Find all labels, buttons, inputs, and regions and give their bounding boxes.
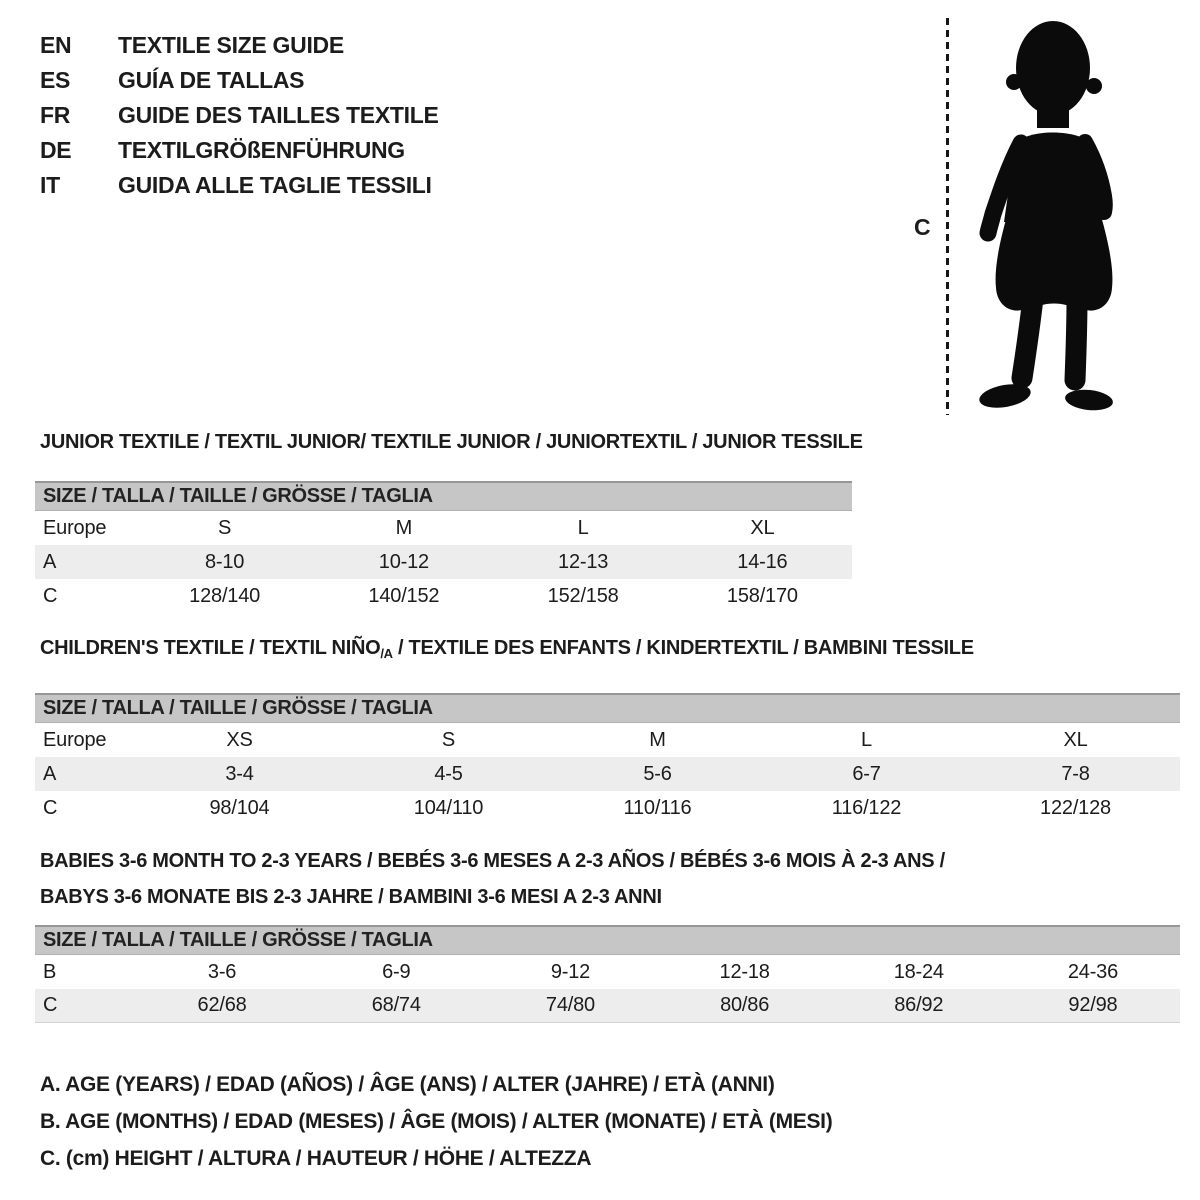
table-cell: 158/170 (726, 584, 798, 607)
table-cell: 104/110 (413, 796, 484, 819)
lang-label: TEXTILE SIZE GUIDE (118, 32, 344, 58)
table-cell: 6-9 (382, 960, 411, 983)
table-cell: L (861, 728, 872, 751)
measurement-legend (40, 1066, 832, 1177)
legend-age-months: B. AGE (MONTHS) / EDAD (MESES) / ÂGE (MOIS) / ALTER (MONATE) / ETÀ (MESI) (40, 1110, 833, 1133)
table-cell: 8-10 (205, 550, 245, 573)
baby-silhouette-svg (963, 16, 1133, 416)
table-cell: 4-5 (434, 762, 463, 785)
table-cell: 7-8 (1061, 762, 1090, 785)
table-cell: 110/116 (623, 796, 692, 819)
babies-section-title (40, 843, 1180, 915)
table-cell: S (218, 516, 232, 539)
lang-label: GUÍA DE TALLAS (118, 67, 305, 93)
lang-code: IT (40, 172, 60, 198)
table-cell: XL (750, 516, 775, 539)
legend-height-cm: C. (cm) HEIGHT / ALTURA / HAUTEUR / HÖHE / ALTEZZA (40, 1147, 592, 1170)
baby-silhouette-image (963, 16, 1133, 416)
legend-age-years: A. AGE (YEARS) / EDAD (AÑOS) / ÂGE (ANS) / ALTER (JAHRE) / ETÀ (ANNI) (40, 1073, 775, 1096)
row-label: A (43, 550, 57, 573)
table-row (35, 989, 1180, 1023)
junior-size-header-bar: SIZE / TALLA / TAILLE / GRÖSSE / TAGLIA (35, 481, 852, 511)
table-cell: 92/98 (1068, 994, 1118, 1016)
table-cell: M (395, 516, 413, 539)
row-label: Europe (43, 728, 107, 751)
table-cell: 62/68 (197, 994, 247, 1016)
lang-code: FR (40, 102, 71, 128)
table-cell: 9-12 (550, 960, 591, 983)
baby-shorts (996, 216, 1113, 311)
children-title-sub: /A (380, 646, 393, 661)
children-title-post: / TEXTILE DES ENFANTS / KINDERTEXTIL / BAMBINI TESSILE (392, 637, 974, 659)
table-cell: XL (1063, 728, 1088, 751)
children-title-pre: CHILDREN'S TEXTILE / TEXTIL NIÑO (40, 637, 381, 659)
language-title-list (40, 28, 439, 203)
table-cell: 140/152 (368, 584, 440, 607)
table-cell: M (649, 728, 666, 751)
table-cell: 14-16 (737, 550, 788, 573)
children-section-title (40, 636, 1180, 666)
table-cell: 5-6 (643, 762, 672, 785)
lang-row-es (40, 63, 439, 98)
row-label: C (43, 584, 58, 607)
lang-label: GUIDA ALLE TAGLIE TESSILI (118, 172, 432, 198)
baby-head (1016, 21, 1090, 115)
table-row (35, 723, 1180, 757)
table-cell: XS (226, 728, 253, 751)
lang-code: ES (40, 67, 71, 93)
lang-row-fr (40, 98, 439, 133)
junior-section-title: JUNIOR TEXTILE / TEXTIL JUNIOR/ TEXTILE JUNIOR / JUNIORTEXTIL / JUNIOR TESSILE (40, 431, 863, 453)
lang-row-it (40, 168, 439, 203)
baby-left-leg (1022, 298, 1033, 378)
children-size-header-bar: SIZE / TALLA / TAILLE / GRÖSSE / TAGLIA (35, 693, 1180, 723)
table-cell: 68/74 (371, 994, 421, 1016)
table-cell: 18-24 (893, 960, 944, 983)
table-row (35, 955, 1180, 989)
lang-label: TEXTILGRÖßENFÜHRUNG (118, 137, 405, 163)
table-cell: 12-13 (558, 550, 609, 573)
table-row (35, 579, 852, 613)
table-cell: 80/86 (720, 994, 770, 1016)
table-row (35, 791, 1180, 825)
row-label: C (43, 796, 58, 819)
table-row (35, 757, 1180, 791)
lang-label: GUIDE DES TAILLES TEXTILE (118, 102, 439, 128)
row-label: B (43, 960, 57, 983)
table-cell: 86/92 (894, 994, 944, 1016)
table-row (35, 545, 852, 579)
table-cell: 24-36 (1067, 960, 1119, 983)
row-label: Europe (43, 516, 107, 539)
lang-code: EN (40, 32, 72, 58)
table-cell: S (441, 728, 456, 751)
lang-row-de (40, 133, 439, 168)
babies-title-line1: BABIES 3-6 MONTH TO 2-3 YEARS / BEBÉS 3-6 MESES A 2-3 AÑOS / BÉBÉS 3-6 MOIS À 2-3 ANS / (40, 850, 945, 872)
section-babies-textile (35, 843, 1180, 1023)
row-label: A (43, 762, 57, 785)
table-cell: 10-12 (378, 550, 429, 573)
section-childrens-textile (35, 636, 1180, 825)
babies-size-header-bar: SIZE / TALLA / TAILLE / GRÖSSE / TAGLIA (35, 925, 1180, 955)
table-cell: 3-4 (225, 762, 254, 785)
lang-code: DE (40, 137, 72, 163)
babies-title-line2: BABYS 3-6 MONATE BIS 2-3 JAHRE / BAMBINI 3-6 MESI A 2-3 ANNI (40, 886, 662, 908)
table-cell: 128/140 (189, 584, 261, 607)
table-cell: 3-6 (207, 960, 237, 983)
height-measure-dashed-line (946, 18, 949, 415)
height-measure-label: C (914, 214, 931, 240)
table-cell: 74/80 (545, 994, 595, 1016)
baby-right-foot (1064, 388, 1114, 413)
lang-row-en (40, 28, 439, 63)
table-cell: 116/122 (831, 796, 902, 819)
baby-right-leg (1075, 298, 1077, 380)
table-cell: 122/128 (1040, 796, 1111, 819)
table-cell: 98/104 (209, 796, 270, 819)
table-cell: 6-7 (852, 762, 881, 785)
table-cell: 12-18 (719, 960, 770, 983)
table-cell: 152/158 (547, 584, 619, 607)
row-label: C (43, 994, 58, 1016)
table-cell: L (577, 516, 589, 539)
section-junior-textile (35, 430, 863, 613)
table-row (35, 511, 852, 545)
